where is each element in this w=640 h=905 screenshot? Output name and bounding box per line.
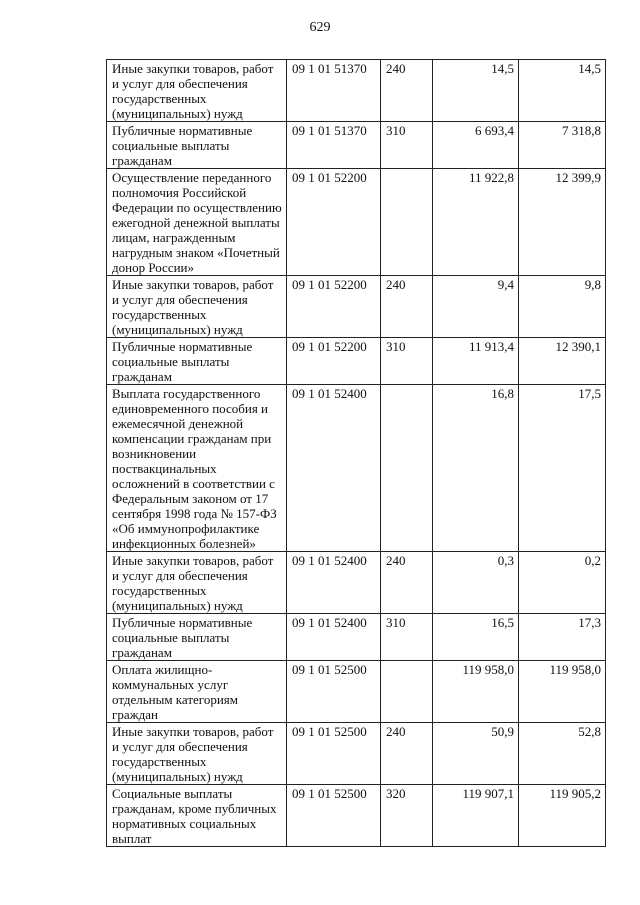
row-name-cell: Выплата государственного единовременного пособия и ежемесячной денежной компенсации гражданам при возникновении поствакцинальных осложнений в соответствии с Федеральным законом от 17 сентября 1998 года № 157-ФЗ «Об иммунопрофилактике инфекционных болезней» — [107, 385, 287, 552]
row-code-cell: 09 1 01 52200 — [287, 276, 381, 338]
budget-table-body — [107, 60, 606, 847]
row-code-cell: 09 1 01 52500 — [287, 723, 381, 785]
row-type-cell — [381, 661, 433, 723]
row-value-year2-cell: 119 958,0 — [519, 661, 606, 723]
row-value-year1-cell: 16,5 — [433, 614, 519, 661]
row-value-year1-cell: 11 913,4 — [433, 338, 519, 385]
row-code-cell: 09 1 01 52400 — [287, 385, 381, 552]
row-type-cell: 240 — [381, 723, 433, 785]
row-type-cell: 310 — [381, 122, 433, 169]
row-value-year1-cell: 16,8 — [433, 385, 519, 552]
row-type-cell: 310 — [381, 614, 433, 661]
row-value-year2-cell: 14,5 — [519, 60, 606, 122]
row-value-year2-cell: 119 905,2 — [519, 785, 606, 847]
row-value-year2-cell: 17,5 — [519, 385, 606, 552]
table-row — [107, 60, 606, 122]
row-type-cell: 320 — [381, 785, 433, 847]
budget-table — [106, 59, 606, 847]
row-name-cell: Иные закупки товаров, работ и услуг для обеспечения государственных (муниципальных) нужд — [107, 60, 287, 122]
row-type-cell: 240 — [381, 276, 433, 338]
row-code-cell: 09 1 01 52500 — [287, 661, 381, 723]
row-name-cell: Публичные нормативные социальные выплаты гражданам — [107, 122, 287, 169]
row-value-year1-cell: 50,9 — [433, 723, 519, 785]
row-value-year2-cell: 12 390,1 — [519, 338, 606, 385]
row-name-cell: Иные закупки товаров, работ и услуг для обеспечения государственных (муниципальных) нужд — [107, 552, 287, 614]
row-name-cell: Иные закупки товаров, работ и услуг для обеспечения государственных (муниципальных) нужд — [107, 723, 287, 785]
row-code-cell: 09 1 01 52400 — [287, 614, 381, 661]
row-value-year2-cell: 7 318,8 — [519, 122, 606, 169]
table-row — [107, 122, 606, 169]
row-name-cell: Иные закупки товаров, работ и услуг для обеспечения государственных (муниципальных) нужд — [107, 276, 287, 338]
row-type-cell: 240 — [381, 60, 433, 122]
table-row — [107, 169, 606, 276]
row-value-year1-cell: 11 922,8 — [433, 169, 519, 276]
table-row — [107, 723, 606, 785]
row-type-cell — [381, 169, 433, 276]
table-row — [107, 276, 606, 338]
row-code-cell: 09 1 01 51370 — [287, 60, 381, 122]
row-value-year2-cell: 0,2 — [519, 552, 606, 614]
row-value-year2-cell: 52,8 — [519, 723, 606, 785]
row-code-cell: 09 1 01 52200 — [287, 338, 381, 385]
row-type-cell: 240 — [381, 552, 433, 614]
row-name-cell: Публичные нормативные социальные выплаты гражданам — [107, 338, 287, 385]
row-name-cell: Осуществление переданного полномочия Российской Федерации по осуществлению ежегодной денежной выплаты лицам, награжденным нагрудным знаком «Почетный донор России» — [107, 169, 287, 276]
row-code-cell: 09 1 01 52400 — [287, 552, 381, 614]
row-type-cell — [381, 385, 433, 552]
row-value-year1-cell: 0,3 — [433, 552, 519, 614]
row-value-year1-cell: 119 907,1 — [433, 785, 519, 847]
row-value-year1-cell: 6 693,4 — [433, 122, 519, 169]
row-code-cell: 09 1 01 52500 — [287, 785, 381, 847]
row-value-year1-cell: 9,4 — [433, 276, 519, 338]
row-name-cell: Социальные выплаты гражданам, кроме публичных нормативных социальных выплат — [107, 785, 287, 847]
table-row — [107, 385, 606, 552]
page-number: 629 — [309, 20, 331, 35]
row-name-cell: Публичные нормативные социальные выплаты гражданам — [107, 614, 287, 661]
row-name-cell: Оплата жилищно-коммунальных услуг отдельным категориям граждан — [107, 661, 287, 723]
table-row — [107, 661, 606, 723]
row-value-year2-cell: 17,3 — [519, 614, 606, 661]
row-value-year2-cell: 12 399,9 — [519, 169, 606, 276]
row-value-year2-cell: 9,8 — [519, 276, 606, 338]
table-row — [107, 338, 606, 385]
table-row — [107, 785, 606, 847]
row-type-cell: 310 — [381, 338, 433, 385]
table-row — [107, 552, 606, 614]
row-code-cell: 09 1 01 52200 — [287, 169, 381, 276]
row-value-year1-cell: 119 958,0 — [433, 661, 519, 723]
table-row — [107, 614, 606, 661]
row-value-year1-cell: 14,5 — [433, 60, 519, 122]
row-code-cell: 09 1 01 51370 — [287, 122, 381, 169]
